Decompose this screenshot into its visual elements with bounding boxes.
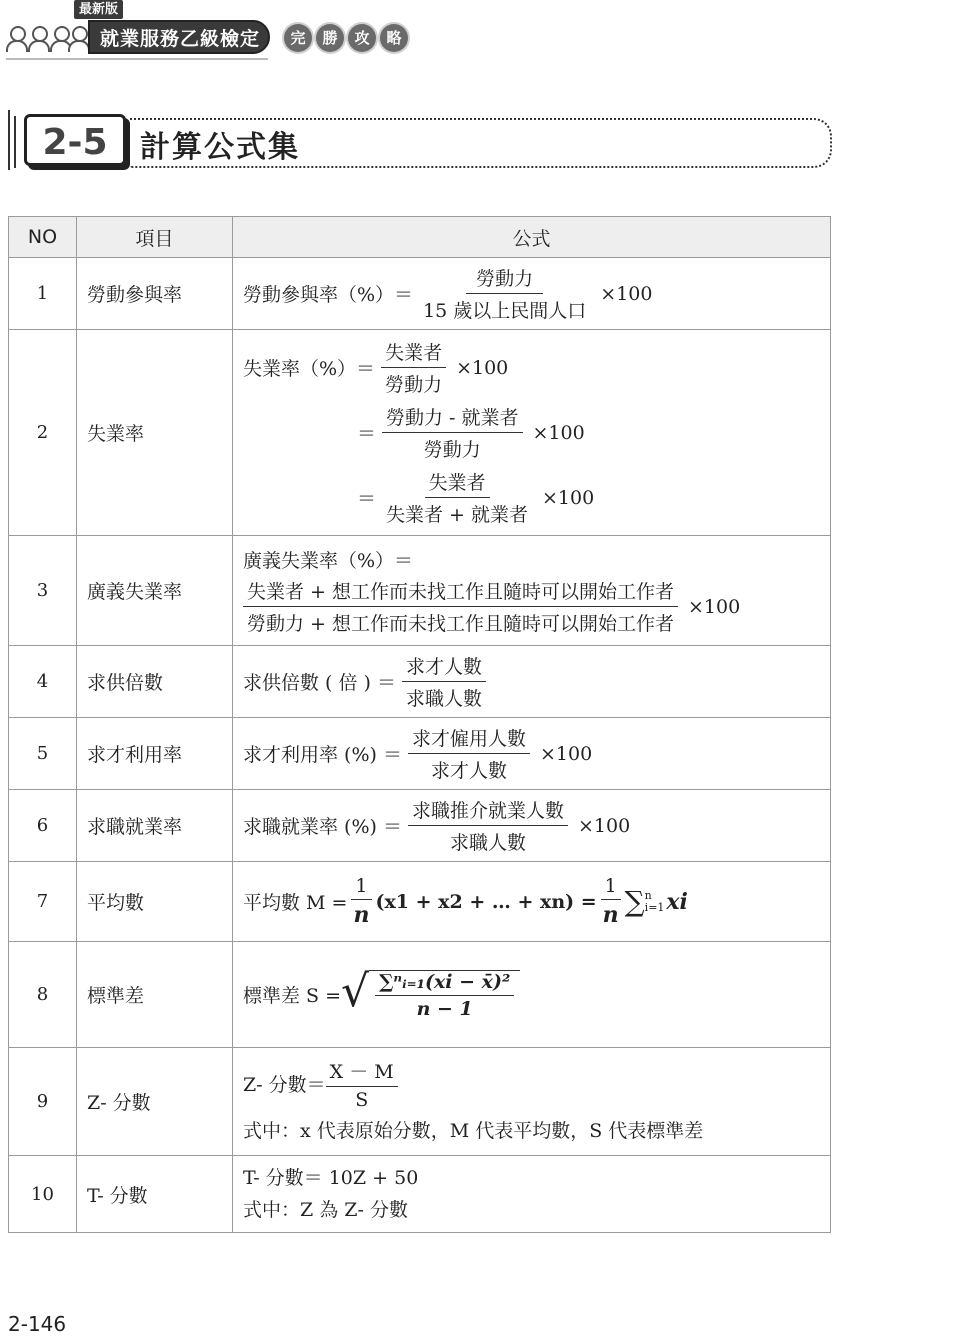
formula-lhs: Z- 分數＝ [243, 1074, 326, 1096]
fraction [408, 796, 568, 855]
sum-term: xi [666, 888, 688, 915]
row-item: 標準差 [77, 942, 233, 1048]
edition-label: 最新版 [74, 0, 123, 19]
table-header-row [9, 217, 831, 258]
row-number: 3 [9, 536, 77, 646]
multiplier: ×100 [688, 595, 741, 618]
multiplier: ×100 [542, 486, 595, 509]
numerator: 失業者 [425, 468, 490, 498]
row-number: 6 [9, 790, 77, 862]
multiplier: ×100 [600, 282, 653, 305]
formula-cell [233, 330, 831, 536]
multiplier: ×100 [532, 421, 585, 444]
numerator: 求職推介就業人數 [408, 796, 568, 826]
denominator: 勞動力 [423, 439, 481, 461]
denominator: 求才人數 [430, 760, 507, 782]
row-item: Z- 分數 [77, 1048, 233, 1156]
badge: 略 [380, 24, 408, 52]
numerator: 求才人數 [402, 652, 486, 682]
fraction [349, 875, 373, 928]
sum-limits [645, 890, 665, 914]
formula-cell [233, 1048, 831, 1156]
formula-cell [233, 258, 831, 330]
numerator: 勞動力 [466, 264, 543, 294]
row-item: 勞動參與率 [77, 258, 233, 330]
table-row [9, 790, 831, 862]
fraction [375, 971, 514, 1020]
table-row [9, 1156, 831, 1233]
formula-cell [233, 646, 831, 718]
fraction [419, 264, 590, 323]
formula-lhs: 勞動參與率（%）＝ [243, 284, 414, 306]
formula-lhs: 標準差 S = [243, 985, 342, 1007]
numerator: X － M [326, 1057, 398, 1087]
row-number: 7 [9, 862, 77, 942]
row-number: 9 [9, 1048, 77, 1156]
denominator: n [602, 902, 619, 928]
badge: 完 [284, 24, 312, 52]
table-row [9, 1048, 831, 1156]
formula-lhs: 求職就業率 (%) ＝ [243, 816, 402, 838]
formula-cell [233, 862, 831, 942]
page-number: 2-146 [8, 1312, 67, 1336]
badge-group [284, 24, 408, 52]
row-number: 2 [9, 330, 77, 536]
fraction [381, 338, 446, 397]
column-header: NO [9, 217, 77, 258]
fraction [326, 1057, 398, 1111]
section-title: 計算公式集 [140, 130, 300, 165]
numerator: ∑ⁿᵢ₌₁(xi − x̄)² [375, 971, 514, 996]
formula-lhs: 廣義失業率（%）＝ [243, 550, 414, 572]
section-heading [8, 110, 834, 176]
numerator: 失業者 [381, 338, 446, 368]
badge: 攻 [348, 24, 376, 52]
formula-lhs: 求才利用率 (%) ＝ [243, 744, 402, 766]
denominator: n [353, 902, 370, 928]
row-number: 4 [9, 646, 77, 718]
formula-cell [233, 536, 831, 646]
people-icon [6, 20, 96, 56]
formula-line: T- 分數＝ 10Z + 50 [243, 1167, 419, 1189]
formula-lhs: 失業率（%）＝ [243, 358, 376, 380]
row-item: T- 分數 [77, 1156, 233, 1233]
formula-cell [233, 1156, 831, 1233]
fraction [408, 724, 530, 783]
fraction [382, 403, 523, 462]
radical-icon: √ [341, 965, 370, 1017]
row-number: 5 [9, 718, 77, 790]
row-item: 求供倍數 [77, 646, 233, 718]
section-number: 2-5 [24, 114, 126, 166]
numerator: 1 [601, 875, 621, 900]
row-item: 平均數 [77, 862, 233, 942]
numerator: 勞動力 - 就業者 [382, 403, 523, 433]
formula-lhs: 求供倍數 ( 倍 ) ＝ [243, 672, 396, 694]
fraction [599, 875, 623, 928]
heading-rule [14, 116, 16, 168]
denominator: 15 歲以上民間人口 [423, 300, 587, 322]
heading-rule [8, 110, 10, 170]
formula-note: 式中：Z 為 Z- 分數 [243, 1199, 408, 1221]
denominator: 求職人數 [405, 688, 482, 710]
row-number: 8 [9, 942, 77, 1048]
radicand [369, 970, 520, 1020]
numerator: 失業者 + 想工作而未找工作且隨時可以開始工作者 [243, 577, 678, 607]
banner-divider [6, 58, 268, 60]
numerator: 1 [351, 875, 371, 900]
formula-cell [233, 790, 831, 862]
row-item: 求職就業率 [77, 790, 233, 862]
denominator: S [355, 1088, 369, 1111]
formula-lhs: 平均數 M = [243, 892, 348, 914]
table-row [9, 942, 831, 1048]
lower-limit: i=1 [644, 900, 665, 914]
column-header: 公式 [233, 217, 831, 258]
denominator: 求職人數 [449, 832, 526, 854]
denominator: n − 1 [416, 997, 473, 1020]
sigma-symbol: ∑ [624, 885, 645, 918]
table-row [9, 330, 831, 536]
multiplier: ×100 [539, 742, 593, 765]
formula-lhs: ＝ [357, 423, 377, 445]
fraction [382, 468, 532, 527]
row-number: 1 [9, 258, 77, 330]
formula-lhs: ＝ [357, 488, 377, 510]
badge: 勝 [316, 24, 344, 52]
book-title: 就業服務乙級檢定 [88, 20, 270, 54]
sum-expression: (x1 + x2 + … + xn) = [375, 890, 597, 913]
row-number: 10 [9, 1156, 77, 1233]
formula-note: 式中：x 代表原始分數，M 代表平均數，S 代表標準差 [243, 1119, 704, 1142]
formula-cell [233, 942, 831, 1048]
table-row [9, 536, 831, 646]
header-banner [6, 0, 426, 60]
upper-limit: n [644, 888, 652, 902]
table-row [9, 646, 831, 718]
formula-cell [233, 718, 831, 790]
denominator: 失業者 + 就業者 [386, 504, 529, 526]
formula-table [8, 216, 831, 1233]
multiplier: ×100 [577, 814, 631, 837]
table-row [9, 718, 831, 790]
row-item: 失業率 [77, 330, 233, 536]
square-root [341, 965, 520, 1020]
row-item: 求才利用率 [77, 718, 233, 790]
denominator: 勞動力 [385, 374, 443, 396]
row-item: 廣義失業率 [77, 536, 233, 646]
table-row [9, 862, 831, 942]
numerator: 求才僱用人數 [408, 724, 530, 754]
table-row [9, 258, 831, 330]
fraction [243, 577, 678, 636]
fraction [402, 652, 486, 711]
column-header: 項目 [77, 217, 233, 258]
multiplier: ×100 [456, 356, 509, 379]
denominator: 勞動力 + 想工作而未找工作且隨時可以開始工作者 [247, 613, 675, 635]
